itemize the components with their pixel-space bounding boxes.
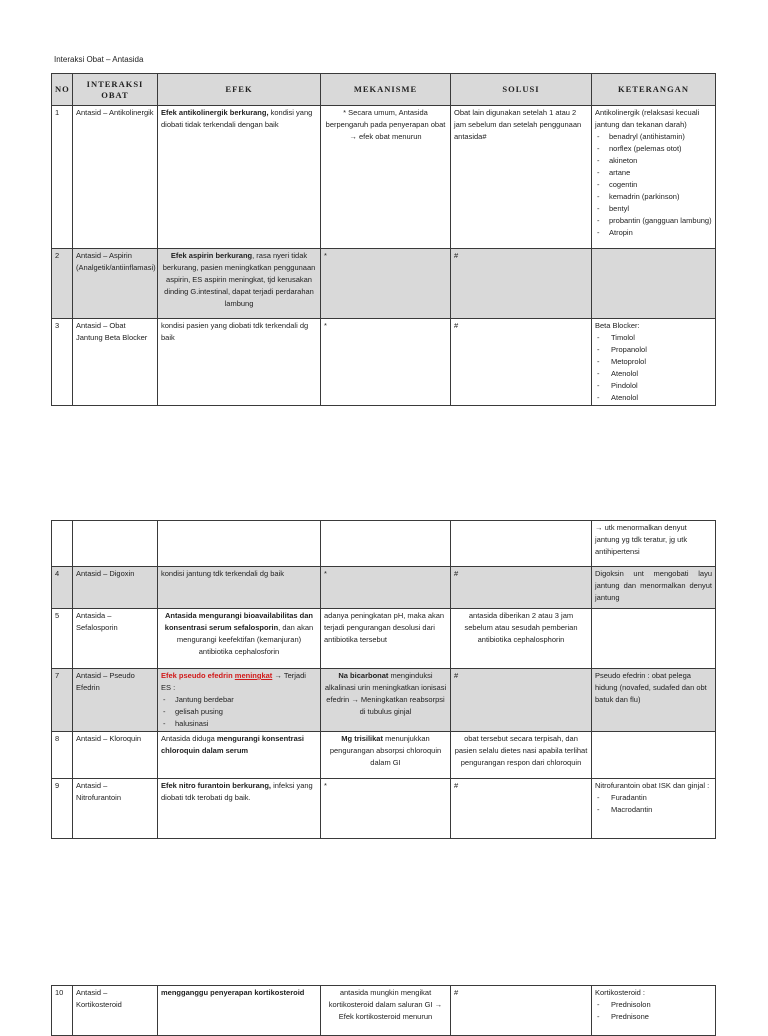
document-title: Interaksi Obat – Antasida bbox=[54, 55, 144, 64]
solution-cell: antasida diberikan 2 atau 3 jam sebelum atau sesudah pemberian antibiotika cephalosphorin bbox=[451, 609, 592, 669]
header-efek: EFEK bbox=[158, 74, 321, 106]
list-item: - Propanolol bbox=[595, 344, 712, 356]
list-item: - Prednisone bbox=[595, 1011, 712, 1023]
list-item: - Timolol bbox=[595, 332, 712, 344]
list-item: - norflex (pelemas otot) bbox=[595, 143, 712, 155]
solution-cell: # bbox=[451, 779, 592, 839]
note-list bbox=[595, 131, 712, 239]
mechanism-cell: * bbox=[321, 319, 451, 406]
note-cell bbox=[592, 609, 716, 669]
list-item: - Metoprolol bbox=[595, 356, 712, 368]
list-item: - Pindolol bbox=[595, 380, 712, 392]
row-number: 2 bbox=[52, 249, 73, 319]
interaction-cell: Antasida – Sefalosporin bbox=[73, 609, 158, 669]
note-list bbox=[595, 332, 712, 404]
table-row bbox=[52, 609, 716, 669]
row-number: 8 bbox=[52, 732, 73, 779]
header-keterangan: KETERANGAN bbox=[592, 74, 716, 106]
interaction-table-part-1 bbox=[51, 73, 716, 406]
mechanism-cell: * Secara umum, Antasida berpengaruh pada penyerapan obat → efek obat menurun bbox=[321, 106, 451, 249]
list-item: - Jantung berdebar bbox=[161, 694, 317, 706]
interaction-cell: Antasid – Antikolinergik bbox=[73, 106, 158, 249]
effect-list bbox=[161, 694, 317, 730]
solution-cell: # bbox=[451, 319, 592, 406]
solution-cell: # bbox=[451, 669, 592, 732]
table-row bbox=[52, 319, 716, 406]
row-number: 3 bbox=[52, 319, 73, 406]
effect-cell: kondisi pasien yang diobati tdk terkendali dg baik bbox=[158, 319, 321, 406]
interaction-table-part-3 bbox=[51, 985, 716, 1036]
list-item: - Atropin bbox=[595, 227, 712, 239]
note-cell: → utk menormalkan denyut jantung yg tdk teratur, jg utk antihipertensi bbox=[592, 521, 716, 567]
interaction-cell: Antasid – Digoxin bbox=[73, 567, 158, 609]
table-row bbox=[52, 669, 716, 732]
list-item: - Furadantin bbox=[595, 792, 712, 804]
table-row bbox=[52, 567, 716, 609]
row-number: 7 bbox=[52, 669, 73, 732]
list-item: - artane bbox=[595, 167, 712, 179]
interaction-cell: Antasid – Kortikosteroid bbox=[73, 986, 158, 1036]
list-item: - gelisah pusing bbox=[161, 706, 317, 718]
table-row bbox=[52, 249, 716, 319]
mechanism-cell: Na bicarbonat menginduksi alkalinasi urin meningkatkan ionisasi efedrin → Meningkatkan reabsorpsi di tubulus ginjal bbox=[321, 669, 451, 732]
list-item: - bentyl bbox=[595, 203, 712, 215]
row-number: 10 bbox=[52, 986, 73, 1036]
note-list bbox=[595, 999, 712, 1023]
mechanism-cell: antasida mungkin mengikat kortikosteroid dalam saluran GI → Efek kortikosteroid menurun bbox=[321, 986, 451, 1036]
list-item: - Macrodantin bbox=[595, 804, 712, 816]
solution-cell: obat tersebut secara terpisah, dan pasien selalu dietes nasi apabila terlihat pengurangan respon dari chloroquin bbox=[451, 732, 592, 779]
header-interaksi: INTERAKSI OBAT bbox=[73, 74, 158, 106]
note-list bbox=[595, 792, 712, 816]
effect-cell: mengganggu penyerapan kortikosteroid bbox=[158, 986, 321, 1036]
mechanism-cell: adanya peningkatan pH, maka akan terjadi pengurangan desolusi dari antibiotika tersebut bbox=[321, 609, 451, 669]
list-item: - kemadrin (parkinson) bbox=[595, 191, 712, 203]
note-cell: Kortikosteroid : - Prednisolon - Prednisone bbox=[592, 986, 716, 1036]
header-mekanisme: MEKANISME bbox=[321, 74, 451, 106]
note-cell: Digoksin unt mengobati layu jantung dan menormalkan denyut jantung bbox=[592, 567, 716, 609]
interaction-table-part-2 bbox=[51, 520, 716, 839]
list-item: - Atenolol bbox=[595, 392, 712, 404]
note-cell: Beta Blocker: - Timolol - Propanolol - Metoprolol - Atenolol - Pindolol - Atenolol bbox=[592, 319, 716, 406]
effect-cell: Efek nitro furantoin berkurang, infeksi yang diobati tdk terobati dg baik. bbox=[158, 779, 321, 839]
table-row bbox=[52, 106, 716, 249]
list-item: - Atenolol bbox=[595, 368, 712, 380]
mechanism-cell: * bbox=[321, 779, 451, 839]
row-number: 5 bbox=[52, 609, 73, 669]
effect-cell: Antasida mengurangi bioavailabilitas dan konsentrasi serum sefalosporin, dan akan mengurangi keefektifan (kemanjuran) antibiotika cephalosforin bbox=[158, 609, 321, 669]
table-row bbox=[52, 986, 716, 1036]
effect-cell: Efek aspirin berkurang, rasa nyeri tidak berkurang, pasien meningkatkan penggunaan aspirin, ES aspirin meningkat, tjd kerusakan dinding G.intestinal, dapat terjadi perdarahan lambung bbox=[158, 249, 321, 319]
mechanism-cell: * bbox=[321, 567, 451, 609]
row-number: 1 bbox=[52, 106, 73, 249]
list-item: - benadryl (antihistamin) bbox=[595, 131, 712, 143]
solution-cell: Obat lain digunakan setelah 1 atau 2 jam sebelum dan setelah penggunaan antasida# bbox=[451, 106, 592, 249]
list-item: - probantin (gangguan lambung) bbox=[595, 215, 712, 227]
row-number: 9 bbox=[52, 779, 73, 839]
interaction-cell: Antasid – Nitrofurantoin bbox=[73, 779, 158, 839]
table-row bbox=[52, 779, 716, 839]
interaction-cell: Antasid – Kloroquin bbox=[73, 732, 158, 779]
mechanism-cell: * bbox=[321, 249, 451, 319]
solution-cell: # bbox=[451, 249, 592, 319]
list-item: - halusinasi bbox=[161, 718, 317, 730]
note-cell: Nitrofurantoin obat ISK dan ginjal : - Furadantin - Macrodantin bbox=[592, 779, 716, 839]
solution-cell: # bbox=[451, 567, 592, 609]
interaction-cell: Antasid – Pseudo Efedrin bbox=[73, 669, 158, 732]
table-header-row bbox=[52, 74, 716, 106]
note-cell: Antikolinergik (relaksasi kecuali jantung dan tekanan darah) - benadryl (antihistamin) - norflex (pelemas otot) - akineton - artane - cogentin - kemadrin (parkinson) - bentyl - probantin (gangguan lambung) - Atropin bbox=[592, 106, 716, 249]
header-no: NO bbox=[52, 74, 73, 106]
interaction-cell: Antasid – Aspirin (Analgetik/antiinflamasi) bbox=[73, 249, 158, 319]
list-item: - Prednisolon bbox=[595, 999, 712, 1011]
table-row bbox=[52, 732, 716, 779]
row-number: 4 bbox=[52, 567, 73, 609]
note-cell bbox=[592, 249, 716, 319]
effect-cell: Antasida diduga mengurangi konsentrasi chloroquin dalam serum bbox=[158, 732, 321, 779]
mechanism-cell: Mg trisilikat menunjukkan pengurangan absorpsi chloroquin dalam GI bbox=[321, 732, 451, 779]
effect-cell: Efek pseudo efedrin meningkat → Terjadi ES : - Jantung berdebar - gelisah pusing - halusinasi bbox=[158, 669, 321, 732]
list-item: - cogentin bbox=[595, 179, 712, 191]
effect-cell: kondisi jantung tdk terkendali dg baik bbox=[158, 567, 321, 609]
solution-cell: # bbox=[451, 986, 592, 1036]
note-cell bbox=[592, 732, 716, 779]
note-cell: Pseudo efedrin : obat pelega hidung (novafed, sudafed dan obt batuk dan flu) bbox=[592, 669, 716, 732]
effect-cell: Efek antikolinergik berkurang, kondisi yang diobati tidak terkendali dengan baik bbox=[158, 106, 321, 249]
list-item: - akineton bbox=[595, 155, 712, 167]
header-solusi: SOLUSI bbox=[451, 74, 592, 106]
table-row bbox=[52, 521, 716, 567]
interaction-cell: Antasid – Obat Jantung Beta Blocker bbox=[73, 319, 158, 406]
